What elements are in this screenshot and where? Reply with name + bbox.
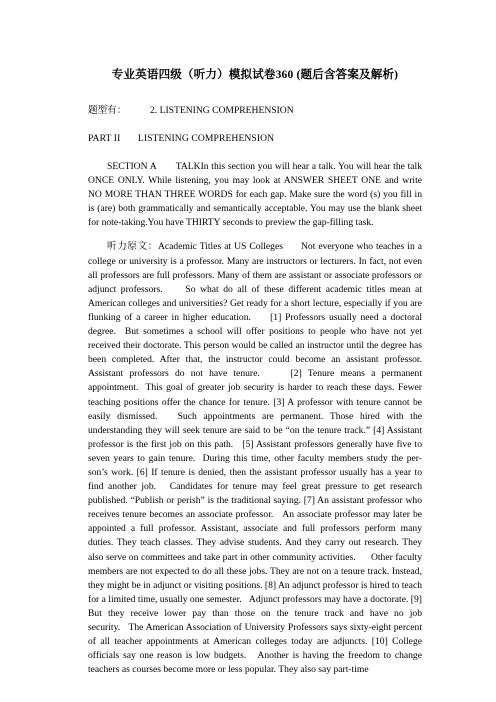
section-instructions: SECTION A TALKIn this section you will hear a talk. You will hear the talk ONCE ONLY. While listening, you may look at ANSWER SHEET ONE and write NO MORE THAN THREE WORDS for each gap. Make sure the word (s) you fill in is (are) both grammatically and semantically acceptable. You may use the blank sheet for note-taking.You have THIRTY seconds to preview the gap-filling task. <box>88 161 422 229</box>
question-type-value: 2. LISTENING COMPREHENSION <box>150 105 294 116</box>
document-title: 专业英语四级（听力）模拟试卷360 (题后含答案及解析) <box>111 69 399 81</box>
question-type-row <box>88 104 422 118</box>
part-heading: PART II LISTENING COMPREHENSION <box>88 133 275 144</box>
listening-transcript: 听力原文：Academic Titles at US Colleges Not everyone who teaches in a college or university is a professor. Many are instructors or lecturers. In fact, not even all professors are full professors. Many of them are assistant or associate professors or adjunct professors. So what do all of these different academic titles mean at American colleges and universities? Get ready for a short lecture, especially if you are flunking of a career in higher education. [1] Professors usually need a doctoral degree. But sometimes a school will offer positions to people who have not yet received their doctorate. This person would be called an instructor until the degree has been completed. After that, the instructor could become an assistant professor. Assistant professors do not have tenure. [2] Tenure means a permanent appointment. This goal of greater job security is harder to reach these days. Fewer teaching positions offer the chance for tenure. [3] A professor with tenure cannot be easily dismissed. Such appointments are permanent. Those hired with the understanding they will seek tenure are said to be “on the tenure track.” [4] Assistant professor is the first job on this path. [5] Assistant professors generally have five to seven years to gain tenure. During this time, other faculty members study the per-son’s work. [6] If tenure is denied, then the assistant professor usually has a year to find another job. Candidates for tenure may feel great pressure to get research published. “Publish or perish” is the traditional saying. [7] An assistant professor who receives tenure becomes an associate professor. An associate professor may later be appointed a full professor. Assistant, associate and full professors perform many duties. They teach classes. They advise students. And they carry out research. They also serve on committees and take part in other community activities. Other faculty members are not expected to do all these jobs. They are not on a tenure track. Instead, they might be in adjunct or visiting positions. [8] An adjunct professor is hired to teach for a limited time, usually one semester. Adjunct professors may have a doctorate. [9] But they receive lower pay than those on the tenure track and have no job security. The American Association of University Professors says sixty-eight percent of all teacher appointments at American colleges today are adjuncts. [10] College officials say one reason is low budgets. Another is having the freedom to change teachers as courses become more or less popular. They also say part-time <box>88 241 422 676</box>
question-type-label: 题型有： <box>88 105 127 116</box>
